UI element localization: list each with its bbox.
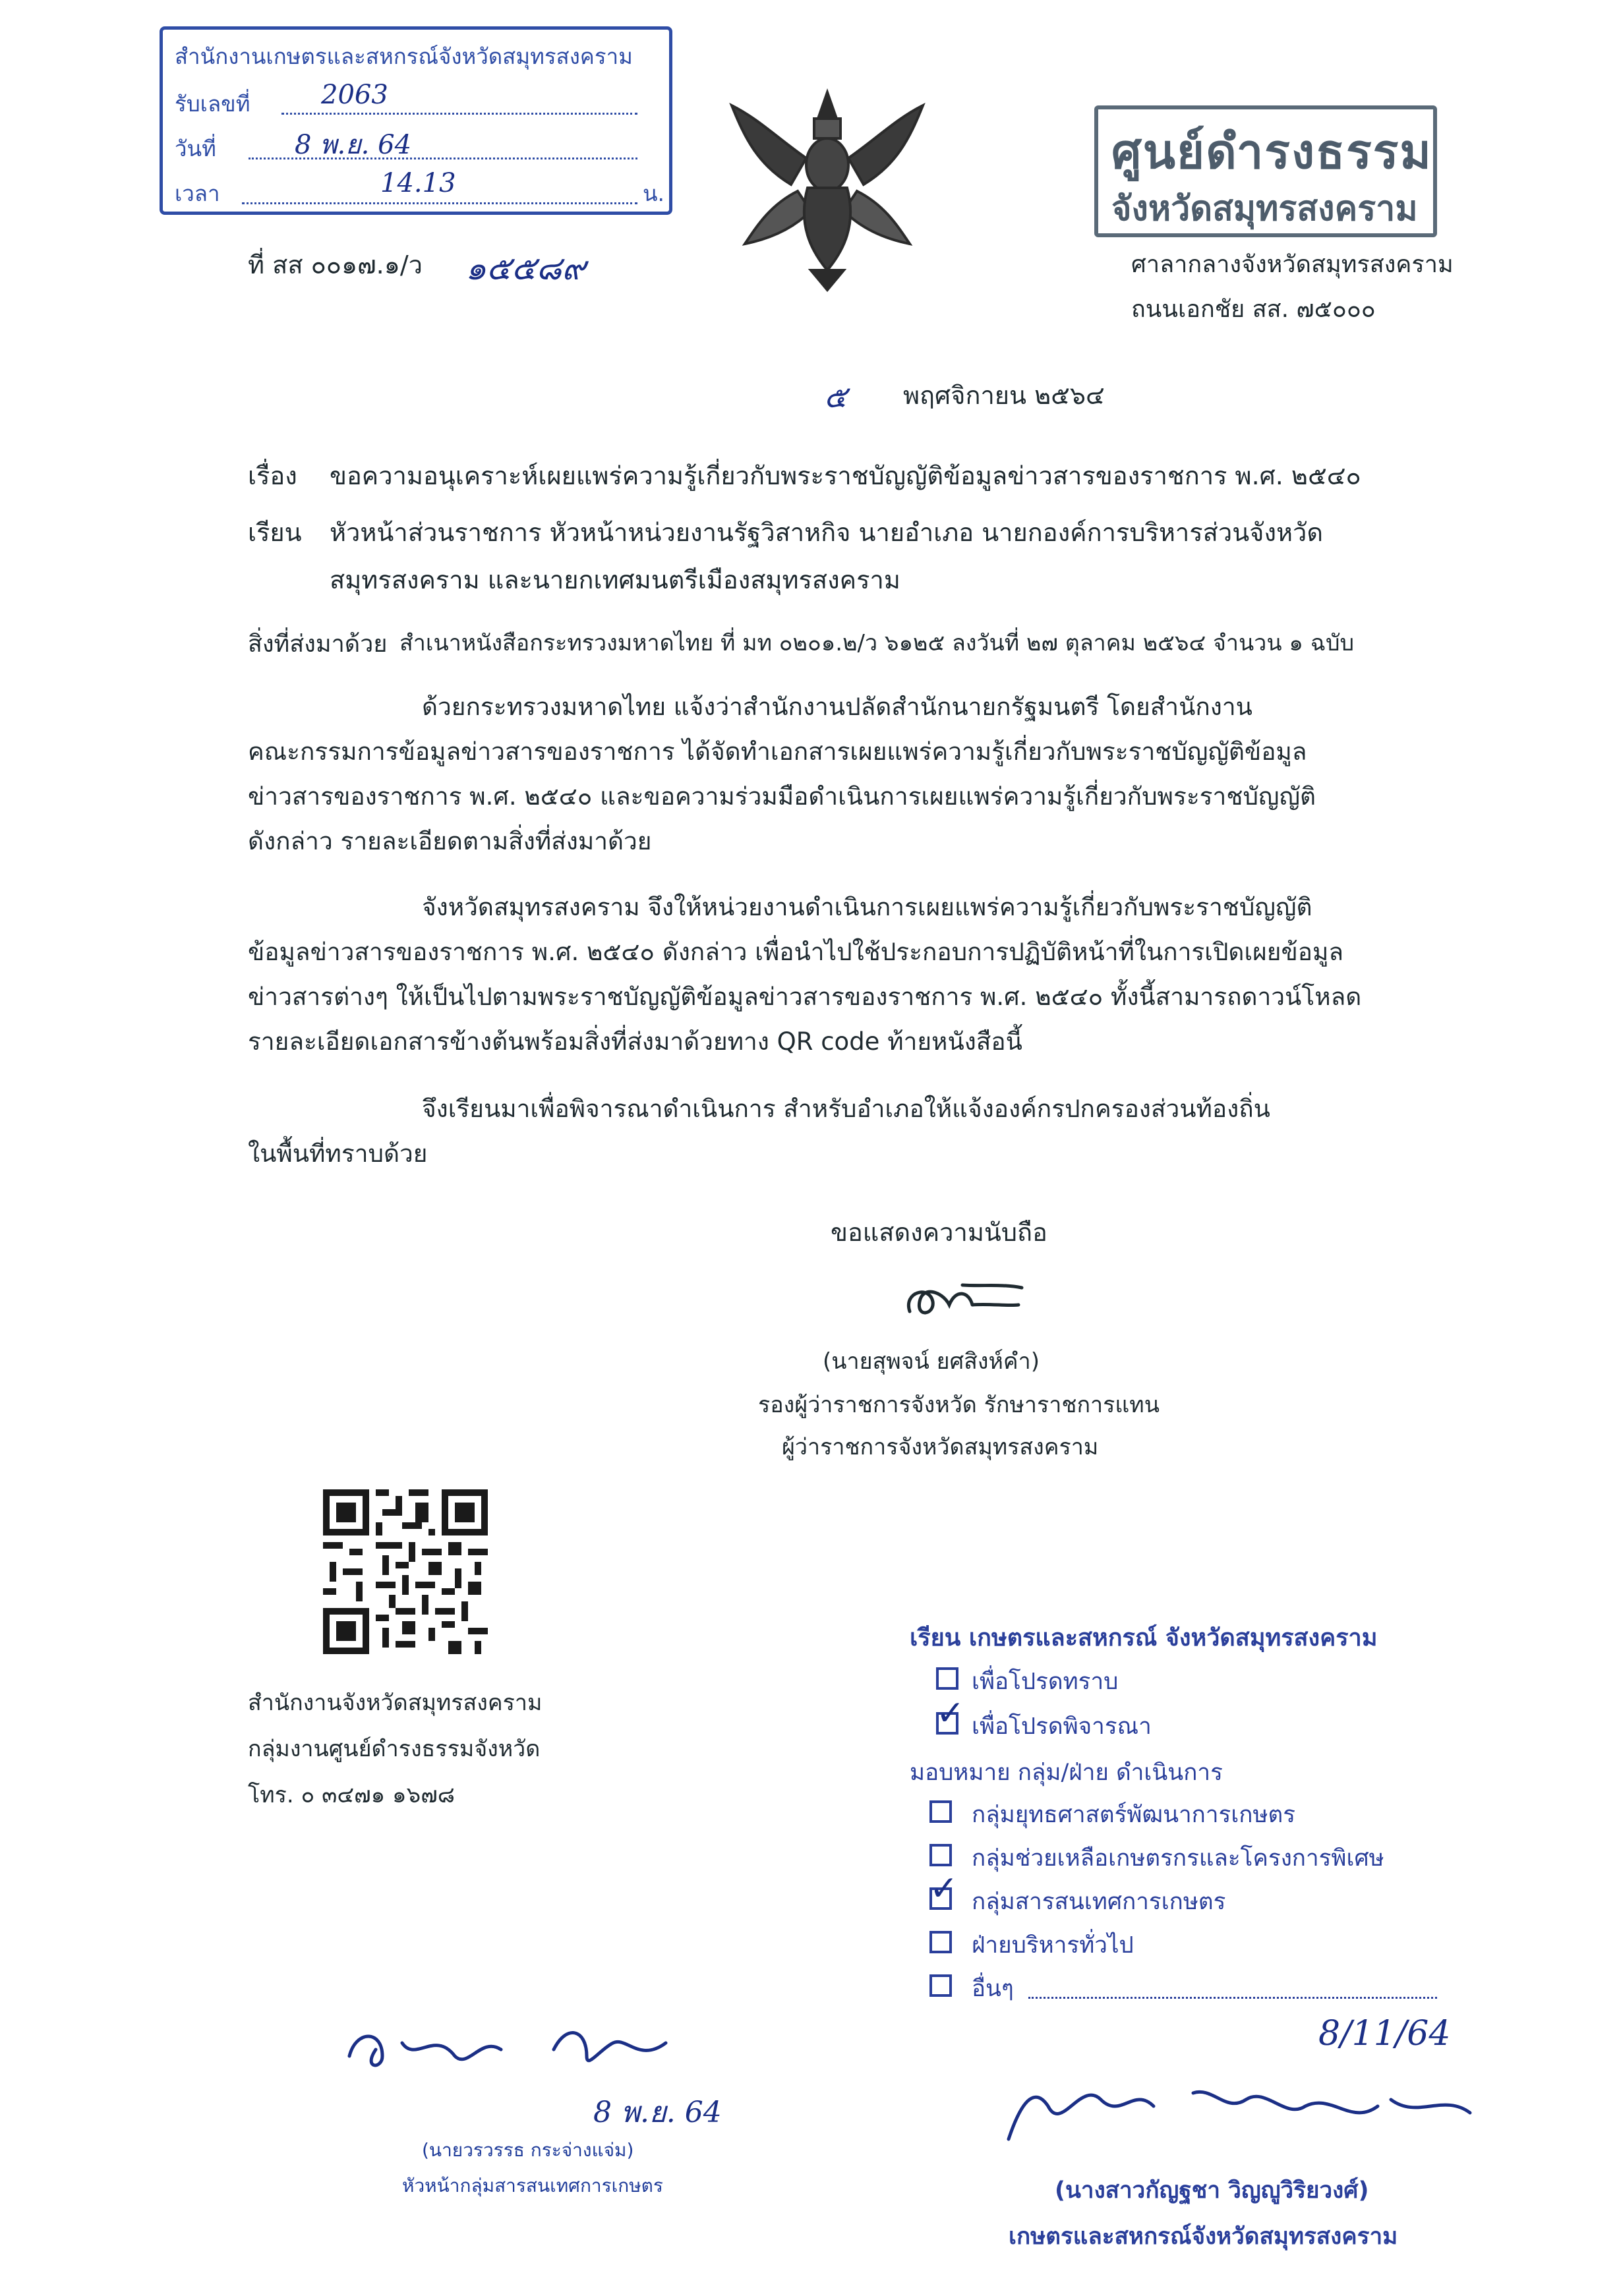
contact-phone: โทร. ๐ ๓๔๗๑ ๑๖๗๘ (248, 1782, 456, 1808)
to-label: เรียน (248, 518, 302, 547)
signer-position2: ผู้ว่าราชการจังหวัดสมุทรสงคราม (782, 1434, 1099, 1460)
receipt-stamp (160, 26, 672, 215)
receipt-time-label: เวลา (175, 181, 220, 206)
signature-icon (897, 1272, 1028, 1331)
closing: ขอแสดงความนับถือ (831, 1218, 1047, 1247)
receipt-time-unit: น. (643, 181, 665, 206)
option-label-consider: เพื่อโปรดพิจารณา (972, 1713, 1152, 1740)
body-p1-line3: ข่าวสารของราชการ พ.ศ. ๒๕๔๐ และขอความร่วมมือดำเนินการเผยแพร่ความรู้เกี่ยวกับพระราชบัญญัติ (248, 782, 1316, 811)
enclosure-text: สำเนาหนังสือกระทรวงมหาดไทย ที่ มท ๐๒๐๑.๒/ว ๖๑๒๕ ลงวันที่ ๒๗ ตุลาคม ๒๕๖๔ จำนวน ๑ ฉบับ (399, 630, 1355, 656)
body-p2-line3: ข่าวสารต่างๆ ให้เป็นไปตามพระราชบัญญัติข้อมูลข่าวสารของราชการ พ.ศ. ๒๕๔๐ ทั้งนี้สามารถดาวน์โหลด (248, 983, 1362, 1011)
routing-header: เรียน เกษตรและสหกรณ์ จังหวัดสมุทรสงคราม (910, 1624, 1378, 1651)
option-checkbox-acknowledge[interactable] (936, 1667, 958, 1690)
contact-office: สำนักงานจังหวัดสมุทรสงคราม (248, 1690, 543, 1716)
receipt-number-label: รับเลขที่ (175, 91, 250, 117)
to-line2: สมุทรสงคราม และนายกเทศมนตรีเมืองสมุทรสงคราม (330, 565, 900, 594)
receipt-date-label: วันที่ (175, 136, 216, 161)
address-line2: ถนนเอกชัย สส. ๗๕๐๐๐ (1131, 296, 1376, 323)
note-date: 8 พ.ย. 64 (593, 2096, 722, 2129)
address-line1: ศาลากลางจังหวัดสมุทรสงคราม (1131, 251, 1454, 278)
body-p1-line1: ด้วยกระทรวงมหาดไทย แจ้งว่าสำนักงานปลัดสำนักนายกรัฐมนตรี โดยสำนักงาน (422, 693, 1252, 721)
body-p2-line4: รายละเอียดเอกสารข้างต้นพร้อมสิ่งที่ส่งมาด้วยทาง QR code ท้ายหนังสือนี้ (248, 1027, 1022, 1056)
ref-number: ๑๕๕๘๙ (465, 249, 586, 287)
body-p3-line1: จึงเรียนมาเพื่อพิจารณาดำเนินการ สำหรับอำเภอให้แจ้งองค์กรปกครองส่วนท้องถิ่น (422, 1095, 1270, 1123)
receipt-time-value: 14.13 (380, 168, 456, 198)
body-p3-line2: ในพื้นที่ทราบด้วย (248, 1139, 428, 1168)
group-checkbox-assistance[interactable] (929, 1844, 952, 1866)
assign-label: มอบหมาย กลุ่ม/ฝ่าย ดำเนินการ (910, 1760, 1223, 1786)
signer-position1: รองผู้ว่าราชการจังหวัด รักษาราชการแทน (758, 1392, 1160, 1418)
body-p2-line1: จังหวัดสมุทรสงคราม จึงให้หน่วยงานดำเนินการเผยแพร่ความรู้เกี่ยวกับพระราชบัญญัติ (422, 893, 1312, 921)
stamp-line2: จังหวัดสมุทรสงคราม (1111, 189, 1418, 229)
contact-group: กลุ่มงานศูนย์ดำรงธรรมจังหวัด (248, 1736, 541, 1762)
note-title: หัวหน้ากลุ่มสารสนเทศการเกษตร (402, 2175, 663, 2196)
checkmark-icon: ✓ (936, 1694, 965, 1733)
body-p2-line2: ข้อมูลข่าวสารของราชการ พ.ศ. ๒๕๔๐ ดังกล่าว เพื่อนำไปใช้ประกอบการปฏิบัติหน้าที่ในการเปิดเผยข้อมูล (248, 938, 1344, 966)
date-day: ๕ (824, 379, 847, 415)
stamp-line1: ศูนย์ดำรงธรรม (1111, 124, 1432, 179)
date-month-year: พฤศจิกายน ๒๕๖๔ (903, 381, 1105, 410)
handwritten-note-icon (336, 2003, 705, 2082)
group-checkbox-admin[interactable] (929, 1931, 952, 1953)
body-p1-line4: ดังกล่าว รายละเอียดตามสิ่งที่ส่งมาด้วย (248, 827, 652, 855)
group-label-other: อื่นๆ (972, 1976, 1014, 2002)
option-label-acknowledge: เพื่อโปรดทราบ (972, 1669, 1119, 1695)
routing-signer-name: (นางสาวกัญฐชา วิญญูวิริยวงศ์) (1055, 2177, 1369, 2204)
receipt-number-value: 2063 (321, 80, 388, 110)
subject-label: เรื่อง (248, 461, 297, 490)
routing-sign-date: 8/11/64 (1318, 2014, 1451, 2053)
group-label-admin: ฝ่ายบริหารทั่วไป (972, 1932, 1134, 1959)
signer-name: (นายสุพจน์ ยศสิงห์คำ) (823, 1348, 1040, 1375)
group-checkbox-strategy[interactable] (929, 1800, 952, 1823)
note-name: (นายวรวรรธ กระจ่างแจ่ม) (422, 2139, 634, 2161)
checkmark-icon: ✓ (929, 1869, 958, 1909)
ref-prefix: ที่ สส ๐๐๑๗.๑/ว (248, 250, 423, 279)
qr-code-icon (323, 1489, 488, 1654)
enclosure-label: สิ่งที่ส่งมาด้วย (248, 631, 388, 658)
routing-signature-icon (995, 2040, 1510, 2159)
routing-signer-title: เกษตรและสหกรณ์จังหวัดสมุทรสงคราม (1009, 2224, 1398, 2250)
damrongdham-stamp (1094, 105, 1437, 237)
routing-stamp (910, 1619, 1516, 2278)
group-checkbox-other[interactable] (929, 1974, 952, 1997)
garuda-emblem-icon (719, 79, 936, 297)
group-label-assistance: กลุ่มช่วยเหลือเกษตรกรและโครงการพิเศษ (972, 1845, 1384, 1872)
receipt-office: สำนักงานเกษตรและสหกรณ์จังหวัดสมุทรสงคราม (175, 43, 633, 69)
subject-text: ขอความอนุเคราะห์เผยแพร่ความรู้เกี่ยวกับพระราชบัญญัติข้อมูลข่าวสารของราชการ พ.ศ. ๒๕๔๐ (330, 461, 1361, 490)
group-label-information: กลุ่มสารสนเทศการเกษตร (972, 1889, 1226, 1915)
group-label-strategy: กลุ่มยุทธศาสตร์พัฒนาการเกษตร (972, 1802, 1296, 1828)
body-p1-line2: คณะกรรมการข้อมูลข่าวสารของราชการ ได้จัดทำเอกสารเผยแพร่ความรู้เกี่ยวกับพระราชบัญญัติข้อมูล (248, 737, 1307, 766)
receipt-date-value: 8 พ.ย. 64 (295, 130, 412, 160)
to-line1: หัวหน้าส่วนราชการ หัวหน้าหน่วยงานรัฐวิสาหกิจ นายอำเภอ นายกองค์การบริหารส่วนจังหวัด (330, 518, 1324, 547)
